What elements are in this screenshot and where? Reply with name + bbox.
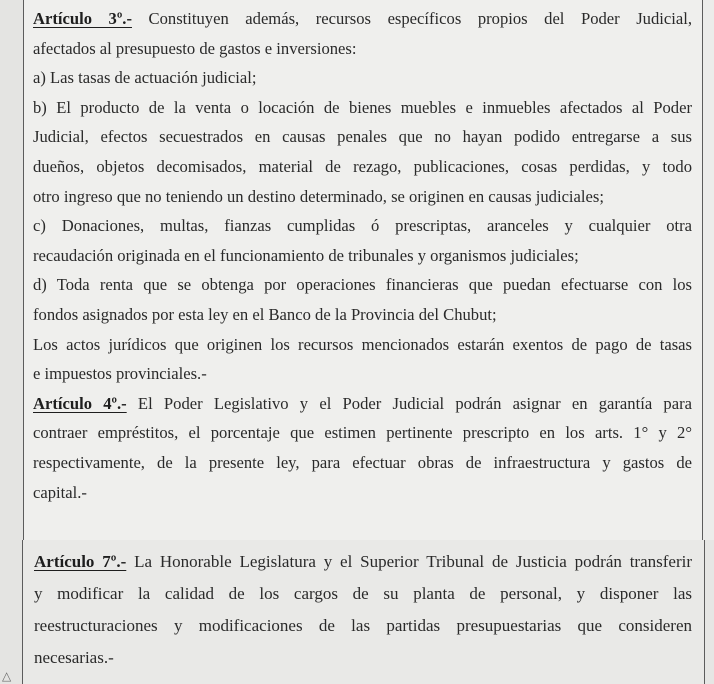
line-text: respectivamente, de la presente ley, para efectuar obras de infraestructura y gastos de	[33, 452, 692, 472]
line-text: El Poder Legislativo y el Poder Judicial podrán asignar en garantía para	[126, 393, 692, 413]
line-text: Constituyen además, recursos específicos propios del Poder Judicial,	[131, 9, 692, 28]
page-margin	[0, 540, 23, 684]
text-line	[33, 122, 692, 152]
article-text-block	[33, 4, 692, 507]
line-text: dueños, objetos decomisados, material de rezago, publicaciones, cosas perdidas, y todo	[33, 156, 692, 176]
line-text: c) Donaciones, multas, fianzas cumplidas ó prescriptas, aranceles y cualquier otra	[33, 216, 692, 236]
line-text: reestructuraciones y modificaciones de las partidas presupuestarias que consideren	[34, 616, 692, 635]
line-text: Judicial, efectos secuestrados en causas penales que no hayan podido entregarse a sus	[33, 127, 692, 147]
text-line	[33, 448, 692, 478]
text-line	[33, 478, 692, 508]
bordered-text-box	[23, 0, 703, 540]
line-text: e impuestos provinciales.-	[33, 364, 207, 384]
page-margin	[0, 0, 23, 540]
text-line	[33, 330, 692, 360]
line-text: capital.-	[33, 482, 87, 502]
line-text: otro ingreso que no teniendo un destino determinado, se originen en causas judiciales;	[33, 186, 604, 206]
line-text: b) El producto de la venta o locación de bienes muebles e inmuebles afectados al Poder	[33, 97, 692, 117]
line-text: recaudación originada en el funcionamiento de tribunales y organismos judiciales;	[33, 245, 579, 265]
article-heading: Artículo 7º.-	[34, 552, 127, 571]
text-line	[33, 241, 692, 271]
line-text: a) Las tasas de actuación judicial;	[33, 68, 257, 88]
text-line	[33, 359, 692, 389]
line-text: La Honorable Legislatura y el Superior Tribunal de Justicia podrán transferir	[126, 552, 692, 571]
article-heading-line	[33, 4, 692, 34]
line-text: d) Toda renta que se obtenga por operaciones financieras que puedan efectuarse con los	[33, 275, 692, 295]
line-text: contraer empréstitos, el porcentaje que estimen pertinente prescripto en los arts. 1° y 2°	[33, 423, 692, 443]
text-line	[33, 63, 692, 93]
text-line	[34, 578, 692, 610]
text-line	[33, 152, 692, 182]
line-text: Los actos jurídicos que originen los recursos mencionados estarán exentos de pago de tasas	[33, 334, 692, 354]
article-heading: Artículo 4º.-	[33, 393, 127, 413]
text-line	[34, 610, 692, 642]
text-line	[33, 34, 692, 64]
scan-artifact-mark: △	[2, 669, 12, 683]
bordered-text-box	[22, 540, 705, 684]
text-line	[33, 418, 692, 448]
text-line	[33, 93, 692, 123]
article-heading: Artículo 3º.-	[33, 9, 132, 28]
article-heading-line	[34, 546, 692, 578]
document-scan-bottom	[0, 540, 714, 684]
text-line	[33, 182, 692, 212]
text-line	[33, 211, 692, 241]
text-line	[34, 642, 692, 674]
line-text: y modificar la calidad de los cargos de su planta de personal, y disponer las	[34, 584, 692, 603]
article-heading-line	[33, 389, 692, 419]
line-text: afectados al presupuesto de gastos e inversiones:	[33, 38, 357, 58]
line-text: fondos asignados por esta ley en el Banco de la Provincia del Chubut;	[33, 304, 497, 324]
line-text: necesarias.-	[34, 648, 114, 667]
text-line	[33, 270, 692, 300]
text-line	[33, 300, 692, 330]
article-text-block	[34, 546, 692, 674]
